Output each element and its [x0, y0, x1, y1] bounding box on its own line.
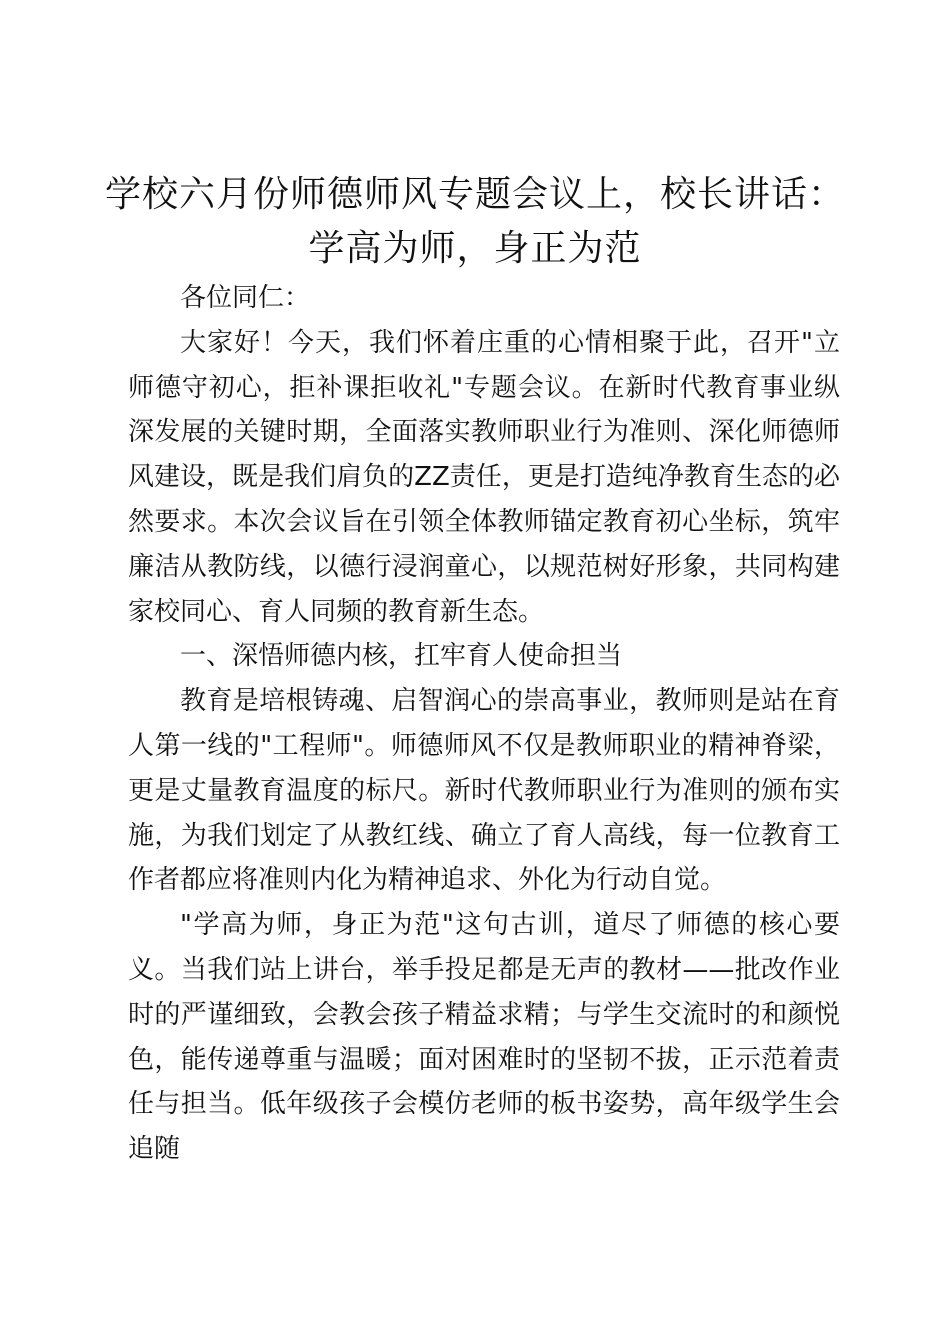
paragraph-section-1-a: 教育是培根铸魂、启智润心的崇高事业，教师则是站在育人第一线的"工程师"。师德师风不仅是教师职业的精神脊梁，更是丈量教育温度的标尺。新时代教师职业行为准则的颁布实施，为我们划定了从教红线、确立了育人高线，每一位教育工作者都应将准则内化为精神追求、外化为行动自觉。	[128, 686, 840, 896]
title-line-2: 学高为师，身正为范	[308, 228, 642, 269]
paragraph-section-1-b: "学高为师，身正为范"这句古训，道尽了师德的核心要义。当我们站上讲台，举手投足都是无声的教材——批改作业时的严谨细致，会教会孩子精益求精；与学生交流时的和颜悦色，能传递尊重与温暖；面对困难时的坚韧不拔，正示范着责任与担当。低年级孩子会模仿老师的板书姿势，高年级学生会追随	[128, 910, 840, 1165]
section-heading-1: 一、深悟师德内核，扛牢育人使命担当	[180, 641, 623, 672]
title-line-1: 学校六月份师德师风专题会议上，校长讲话：	[104, 174, 845, 215]
paragraph-opening: 大家好！今天，我们怀着庄重的心情相聚于此，召开"立师德守初心，拒补课拒收礼"专题会议。在新时代教育事业纵深发展的关键时期，全面落实教师职业行为准则、深化师德师风建设，既是我们肩负的ZZ责任，更是打造纯净教育生态的必然要求。本次会议旨在引领全体教师锚定教育初心坐标，筑牢廉洁从教防线，以德行浸润童心，以规范树好形象，共同构建家校同心、育人同频的教育新生态。	[128, 327, 840, 627]
document-body	[128, 276, 840, 1172]
document-title	[100, 168, 850, 276]
salutation: 各位同仁：	[180, 283, 311, 313]
